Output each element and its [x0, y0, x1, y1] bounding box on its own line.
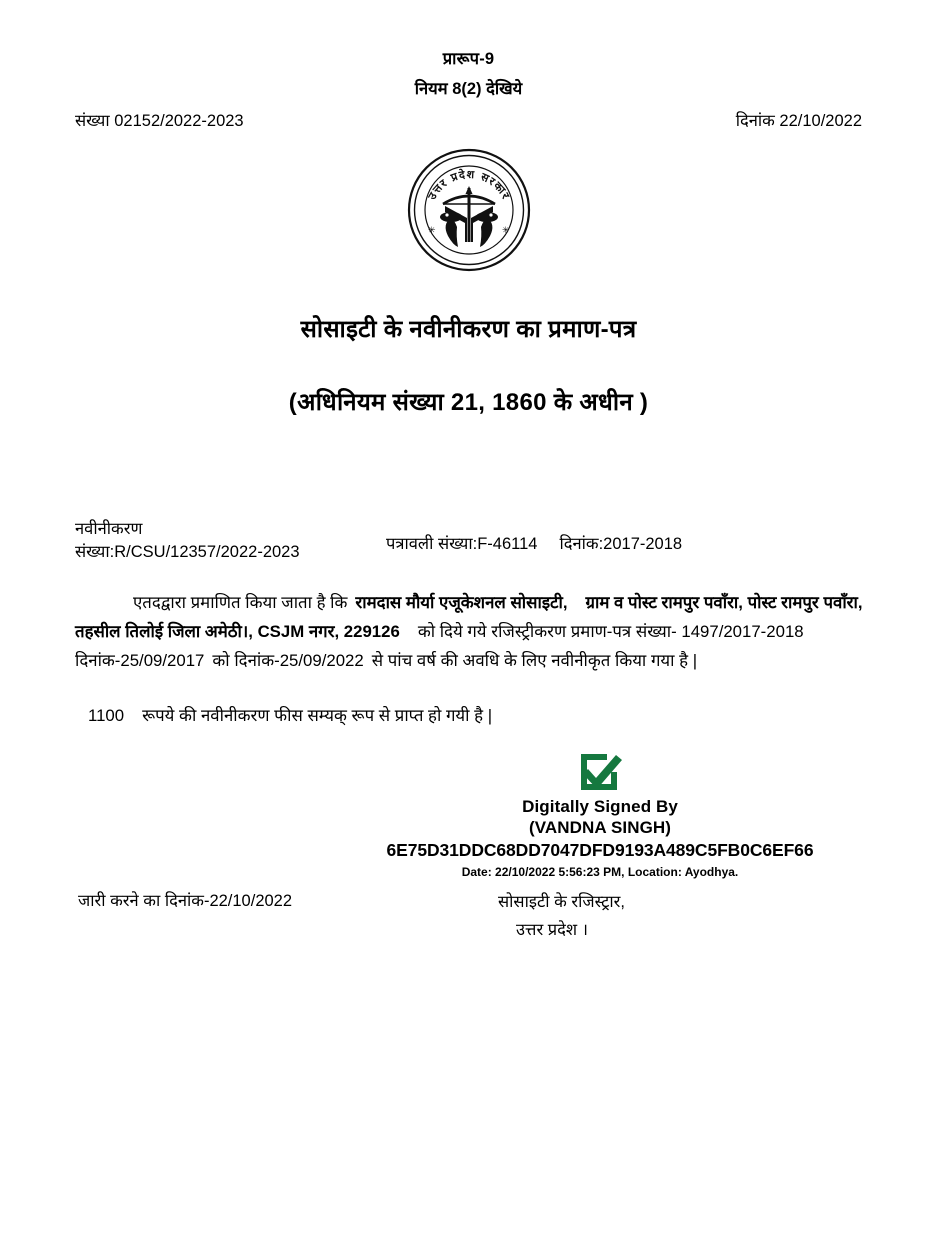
- body-middle-text: को दिये गये रजिस्ट्रीकरण प्रमाण-पत्र संख्या-: [417, 622, 677, 641]
- digital-signature-block: [340, 748, 860, 880]
- society-address-line2: रामपुर पवाँरा, तहसील तिलोई जिला अमेठी।, CSJM नगर, 229126: [75, 593, 863, 641]
- body-closing-text: से पांच वर्ष की अवधि के लिए: [371, 651, 547, 670]
- signatory-state: उत्तर प्रदेश ।: [516, 921, 588, 939]
- certificate-subtitle: (अधिनियम संख्या 21, 1860 के अधीन ): [288, 389, 649, 416]
- society-name: रामदास मौर्या एजूकेशनल सोसाइटी,: [355, 593, 568, 612]
- certificate-hash: 6E75D31DDC68DD7047DFD9193A489C5FB0C6EF66: [386, 840, 814, 860]
- serial-number: संख्या 02152/2022-2023: [75, 112, 244, 130]
- uttar-pradesh-government-emblem-icon: [407, 148, 531, 272]
- serial-date-row: [75, 108, 862, 131]
- form-number: प्रारूप-9: [442, 50, 495, 68]
- fee-text: रूपये की नवीनीकरण फीस सम्यक् रूप से प्राप्त हो गयी है |: [142, 706, 493, 725]
- signatory-title: सोसाइटी के रजिस्ट्रार,: [498, 893, 625, 911]
- body-connector: को: [212, 651, 230, 670]
- rule-reference: नियम 8(2) देखिये: [414, 80, 523, 98]
- issue-date-header: दिनांक 22/10/2022: [735, 112, 862, 130]
- svg-text:✳: ✳: [501, 226, 510, 236]
- file-number: पत्रावली संख्या:F-46114: [386, 535, 538, 553]
- svg-text:✳: ✳: [427, 226, 436, 236]
- svg-text:उत्तर प्रदेश सरकार: उत्तर प्रदेश सरकार: [424, 167, 513, 203]
- certificate-body: [75, 588, 865, 675]
- fee-statement: [88, 703, 492, 729]
- issue-date-footer: जारी करने का दिनांक-22/10/2022: [78, 892, 293, 910]
- body-opening: एतदद्वारा प्रमाणित किया जाता है कि: [133, 593, 348, 612]
- signatory-block: [498, 888, 625, 944]
- registration-date: दिनांक-25/09/2017: [75, 651, 205, 670]
- society-address-line1: ग्राम व पोस्ट रामपुर पवाँरा, पोस्ट: [585, 593, 777, 612]
- emblem-container: [0, 148, 937, 272]
- file-date: दिनांक:2017-2018: [559, 535, 683, 553]
- signed-by-label: Digitally Signed By: [522, 797, 678, 816]
- renewal-number: संख्या:R/CSU/12357/2022-2023: [75, 543, 300, 561]
- registration-number: 1497/2017-2018: [681, 622, 804, 641]
- body-closing-line: नवीनीकृत किया गया है |: [551, 651, 698, 670]
- signature-date-location: Date: 22/10/2022 5:56:23 PM, Location: Ayodhya.: [461, 865, 739, 879]
- certificate-title: सोसाइटी के नवीनीकरण का प्रमाण-पत्र: [300, 316, 637, 343]
- signer-name: (VANDNA SINGH): [528, 818, 672, 837]
- fee-amount: 1100: [88, 706, 125, 725]
- file-reference: [386, 531, 682, 554]
- verified-check-icon: [577, 748, 623, 792]
- renewal-label: नवीनीकरण: [75, 520, 143, 538]
- renewal-from-date: दिनांक-25/09/2022: [234, 651, 364, 670]
- renewal-reference: [75, 518, 300, 564]
